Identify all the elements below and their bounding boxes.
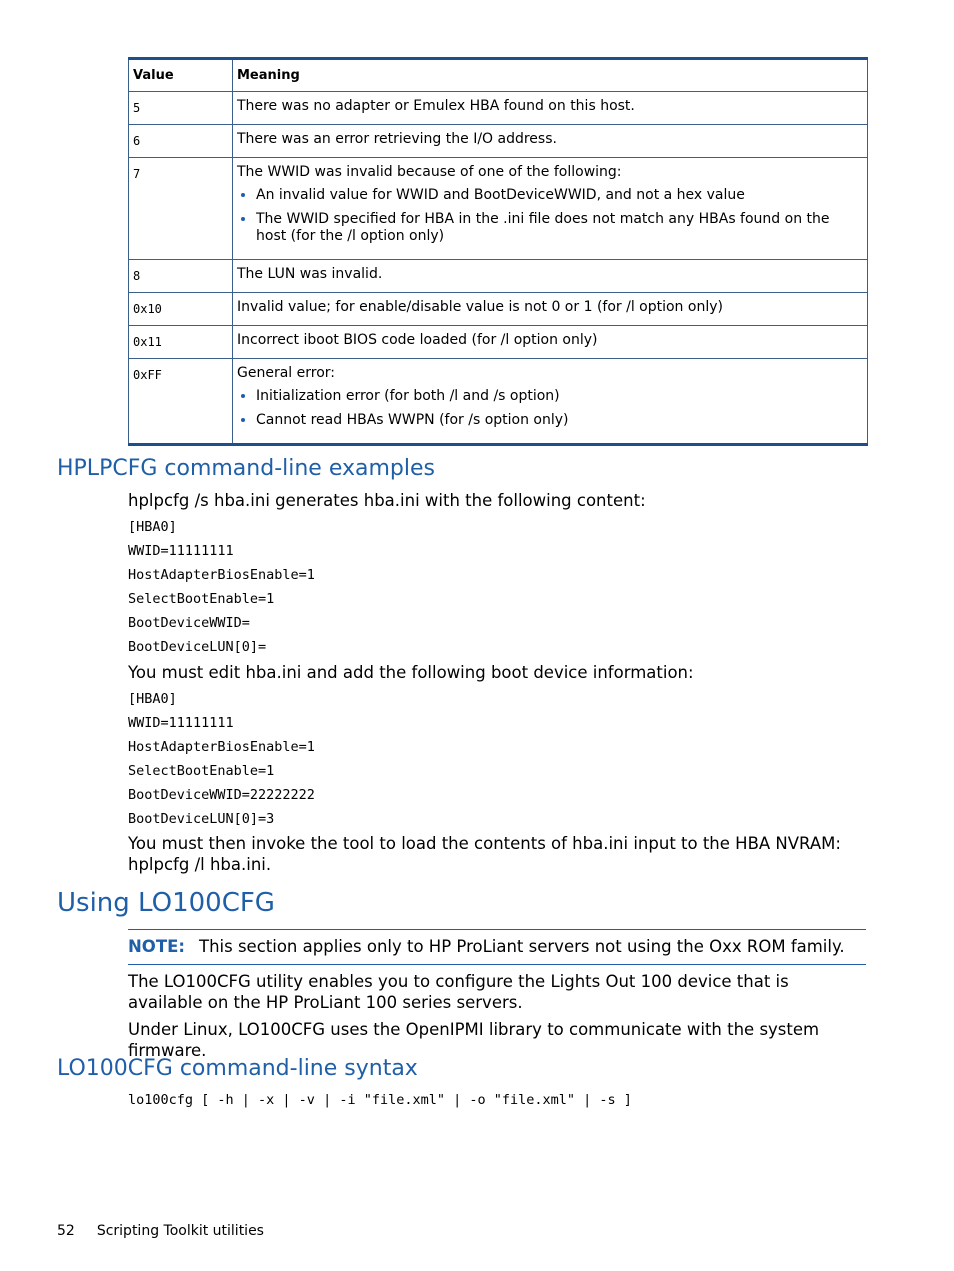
header-value: Value [129, 59, 233, 92]
header-meaning: Meaning [233, 59, 868, 92]
page-footer [57, 1223, 264, 1239]
meaning-bullet-list [237, 187, 863, 245]
cell-value: 7 [129, 158, 233, 260]
meaning-bullet: • Initialization error (for both /l and /s option) [256, 388, 863, 405]
lo100cfg-description: The LO100CFG utility enables you to configure the Lights Out 100 device that is available on the HP ProLiant 100 series servers. [128, 972, 789, 1012]
meaning-bullet: • Cannot read HBAs WWPN (for /s option only) [256, 412, 863, 429]
cell-value: 5 [129, 92, 233, 125]
note-text: This section applies only to HP ProLiant servers not using the Oxx ROM family. [199, 937, 845, 956]
cell-value: 8 [129, 260, 233, 293]
page-number: 52 [57, 1223, 75, 1239]
meaning-text: There was an error retrieving the I/O address. [237, 131, 557, 147]
cell-meaning [233, 260, 868, 293]
meaning-text: The WWID was invalid because of one of the following: [237, 164, 622, 180]
cell-meaning [233, 326, 868, 359]
lo100cfg-linux-note: Under Linux, LO100CFG uses the OpenIPMI library to communicate with the system firmware. [128, 1020, 820, 1060]
section-heading-using-lo100cfg: Using LO100CFG [57, 888, 275, 918]
meaning-bullet: • The WWID specified for HBA in the .ini file does not match any HBAs found on the host (for the /l option only) [256, 211, 863, 245]
meaning-bullet: • An invalid value for WWID and BootDeviceWWID, and not a hex value [256, 187, 863, 204]
meaning-text: The LUN was invalid. [237, 266, 383, 282]
section-heading-hplpcfg-examples: HPLPCFG command-line examples [57, 456, 435, 481]
return-values-table-container [128, 57, 868, 446]
cell-value: 0x11 [129, 326, 233, 359]
section-heading-lo100cfg-syntax: LO100CFG command-line syntax [57, 1056, 418, 1081]
examples-intro: hplpcfg /s hba.ini generates hba.ini with the following content: [128, 491, 646, 510]
invoke-instruction: You must then invoke the tool to load the contents of hba.ini input to the HBA NVRAM: hplpcfg /l hba.ini. [128, 834, 841, 874]
table-body [129, 92, 868, 445]
table-row [129, 293, 868, 326]
meaning-text: Invalid value; for enable/disable value is not 0 or 1 (for /l option only) [237, 299, 723, 315]
table-row [129, 125, 868, 158]
meaning-text: Incorrect iboot BIOS code loaded (for /l option only) [237, 332, 598, 348]
meaning-bullet-list [237, 388, 863, 429]
footer-section-title: Scripting Toolkit utilities [96, 1223, 264, 1239]
table-row [129, 92, 868, 125]
cell-meaning [233, 158, 868, 260]
code-block-syntax: lo100cfg [ -h | -x | -v | -i "file.xml" | -o "file.xml" | -s ] [128, 1092, 632, 1108]
meaning-text: There was no adapter or Emulex HBA found on this host. [237, 98, 635, 114]
table-row [129, 326, 868, 359]
table-row [129, 260, 868, 293]
note-box [128, 929, 866, 965]
cell-value: 0xFF [129, 359, 233, 445]
cell-meaning [233, 293, 868, 326]
table-row [129, 359, 868, 445]
cell-value: 6 [129, 125, 233, 158]
cell-meaning [233, 125, 868, 158]
cell-meaning [233, 92, 868, 125]
table-row [129, 158, 868, 260]
cell-value: 0x10 [129, 293, 233, 326]
return-values-table [128, 57, 868, 446]
cell-meaning [233, 359, 868, 445]
meaning-text: General error: [237, 365, 335, 381]
code-block-hba-edited: [HBA0] WWID=11111111 HostAdapterBiosEnable=1 SelectBootEnable=1 BootDeviceWWID=22222222 BootDeviceLUN[0]=3 [128, 691, 315, 827]
table-header-row [129, 59, 868, 92]
note-label: NOTE: [128, 937, 185, 956]
code-block-hba-default: [HBA0] WWID=11111111 HostAdapterBiosEnable=1 SelectBootEnable=1 BootDeviceWWID= BootDeviceLUN[0]= [128, 519, 315, 655]
edit-instruction: You must edit hba.ini and add the following boot device information: [128, 663, 694, 682]
